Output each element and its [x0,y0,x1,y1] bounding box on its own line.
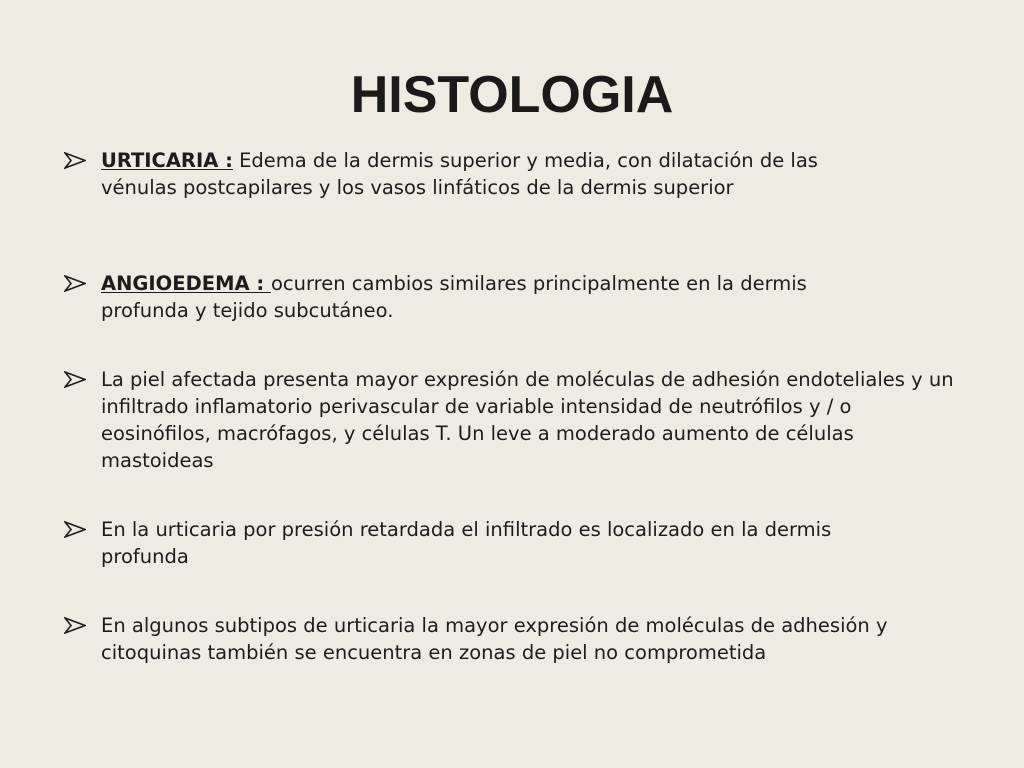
bullet-body: En la urticaria por presión retardada el infiltrado es localizado en la dermis profunda [101,518,832,568]
bullet-text [101,516,901,570]
bullet-body: La piel afectada presenta mayor expresión de moléculas de adhesión endoteliales y un infiltrado inflamatorio perivascular de variable intensidad de neutrófilos y / o eosinófilos, macrófagos, y células T. Un leve a moderado aumento de células mastoideas [101,368,954,472]
bullet-lead: ANGIOEDEMA : [101,272,271,295]
bullet-lead: URTICARIA : [101,149,233,172]
slide-title: HISTOLOGIA [350,66,674,124]
bullet-body: ocurren cambios similares principalmente en la dermis profunda y tejido subcutáneo. [101,272,807,322]
arrow-bullet-icon [64,275,86,292]
arrow-bullet-icon [64,371,86,388]
bullet-text [101,612,961,666]
arrow-bullet-icon [64,152,86,169]
bullet-body: En algunos subtipos de urticaria la mayor expresión de moléculas de adhesión y citoquinas también se encuentra en zonas de piel no comprometida [101,614,888,664]
bullet-text [101,270,861,324]
bullet-body: Edema de la dermis superior y media, con dilatación de las vénulas postcapilares y los vasos linfáticos de la dermis superior [101,149,818,199]
arrow-bullet-icon [64,617,86,634]
bullet-text [101,147,821,201]
arrow-bullet-icon [64,521,86,538]
bullet-text [101,366,961,474]
